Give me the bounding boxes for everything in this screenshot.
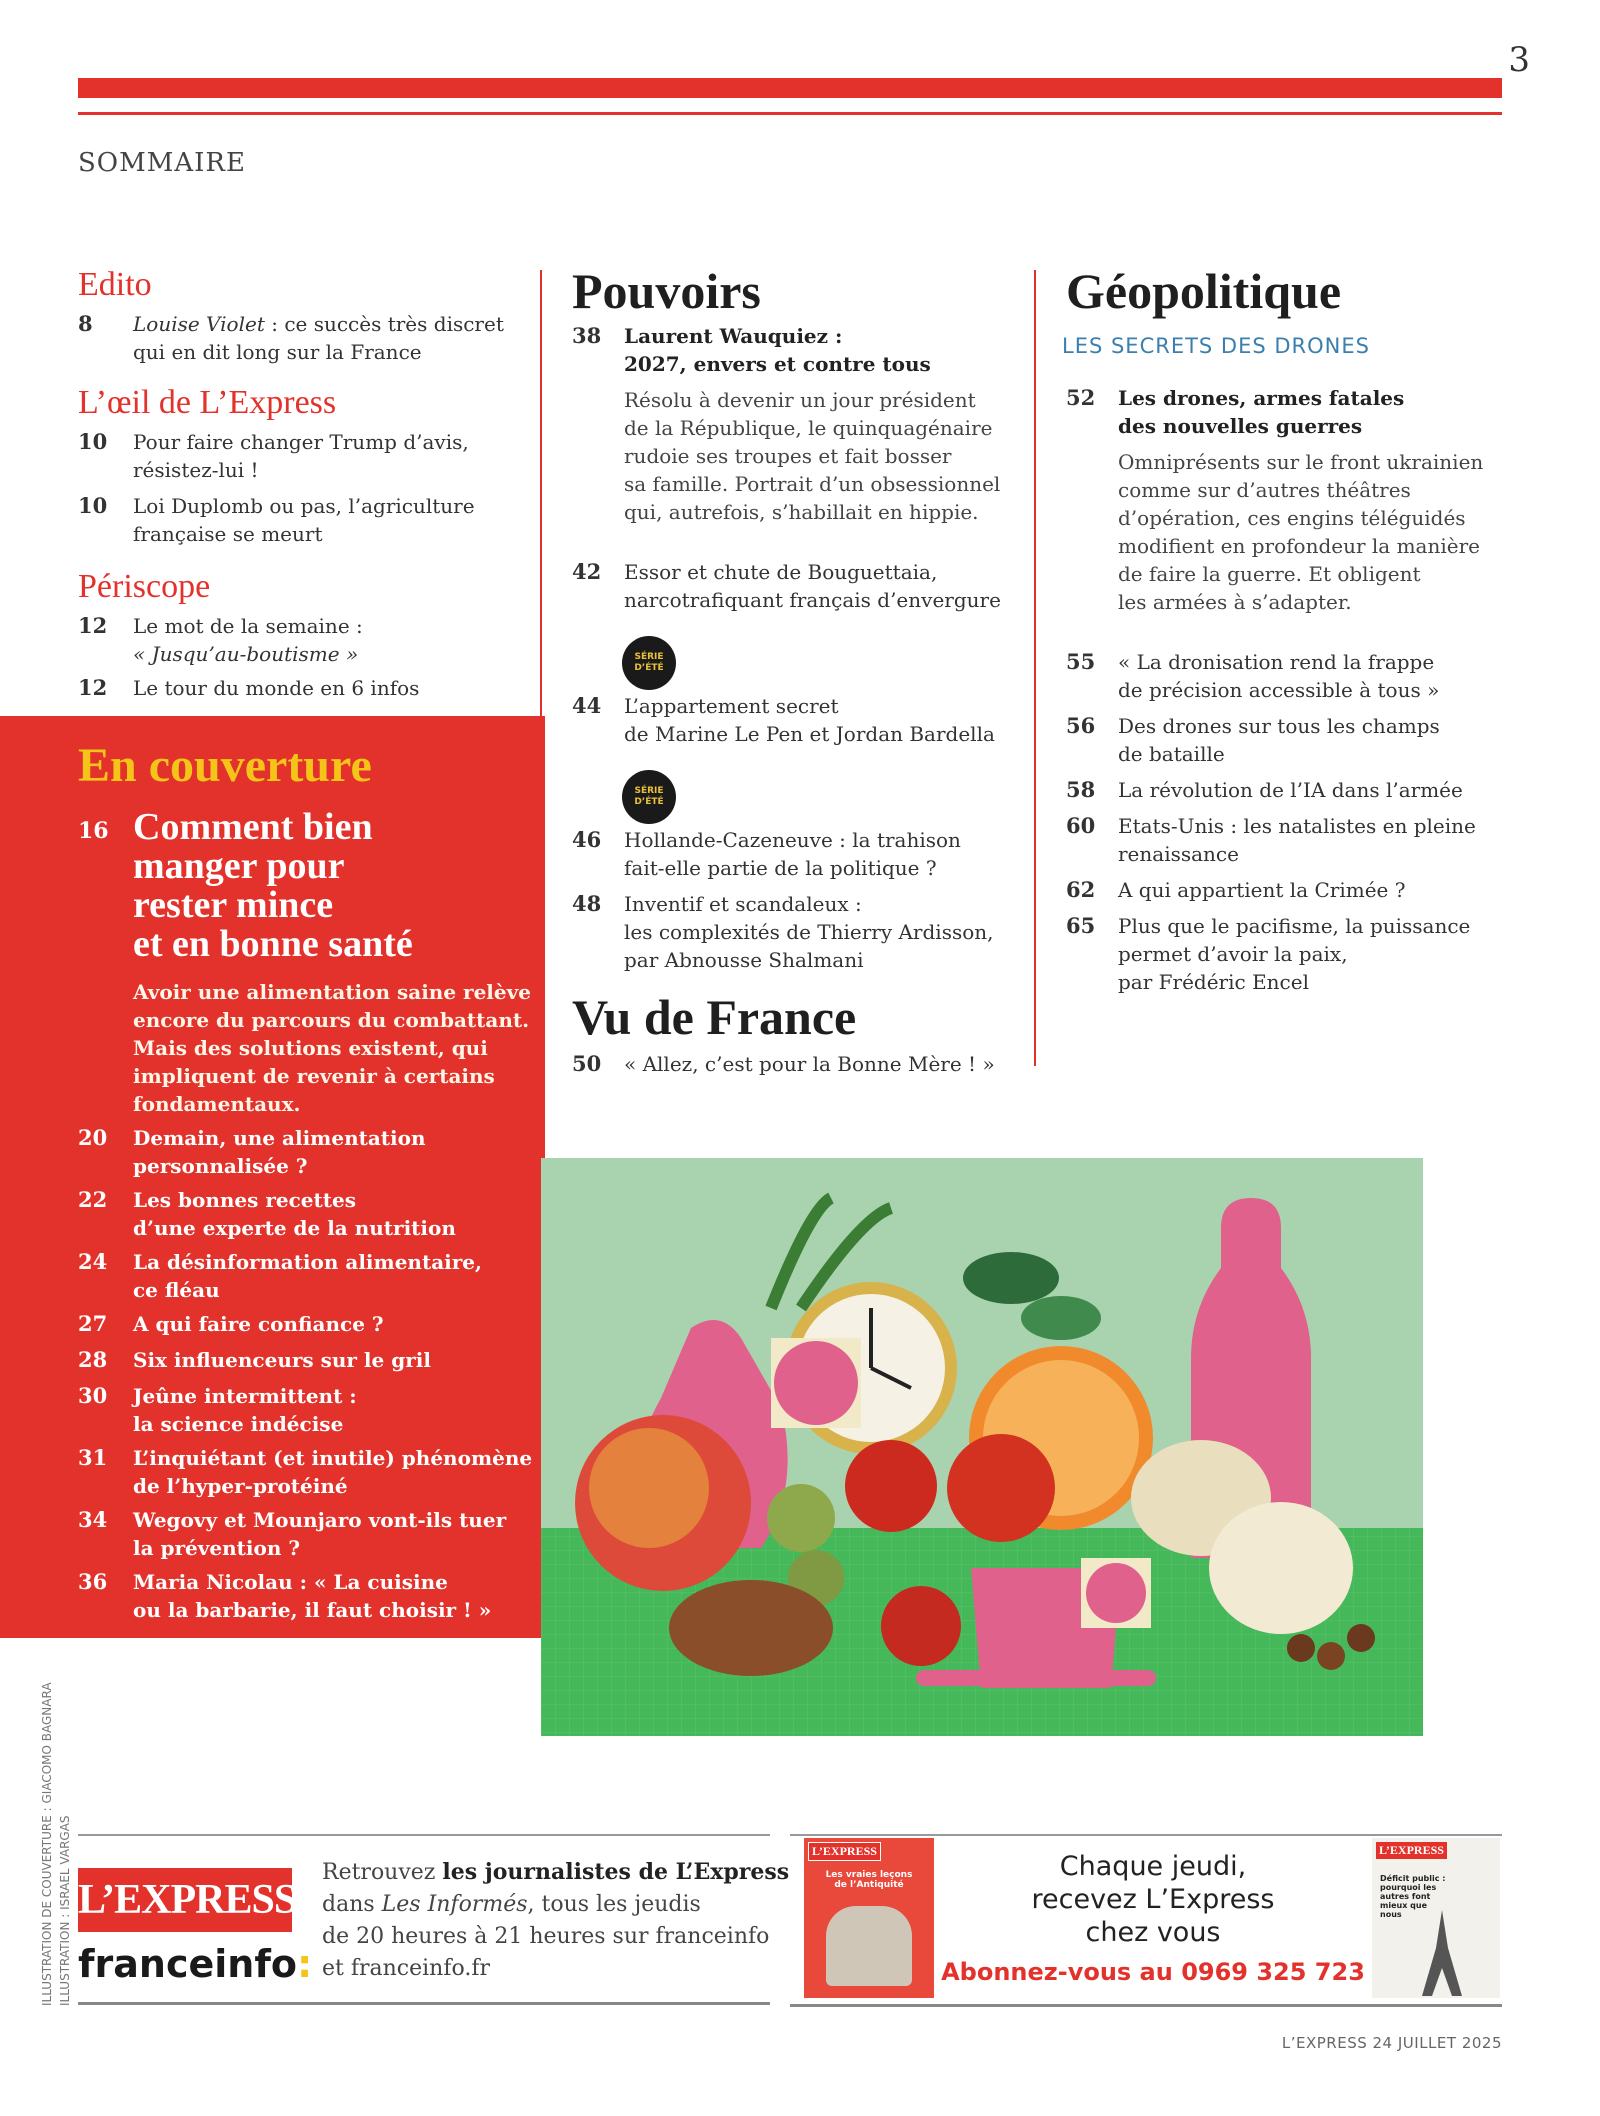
entry-line: 2027, envers et contre tous [624, 352, 931, 376]
oeil-title: L’œil de L’Express [78, 384, 337, 421]
entry-line: ou la barbarie, il faut choisir ! » [133, 1598, 492, 1622]
desc-line: d’opération, ces engins téléguidés [1118, 506, 1466, 530]
page-ref: 56 [1066, 713, 1096, 738]
toc-entry[interactable] [1066, 912, 1506, 996]
toc-entry[interactable] [78, 1444, 533, 1500]
column-divider [1034, 270, 1036, 1066]
toc-entry[interactable] [78, 1186, 518, 1242]
cover-headline: Déficit public : pourquoi les autres font mieux que nous [1380, 1874, 1446, 1919]
page-ref: 52 [1066, 385, 1096, 410]
cover-logo: L’EXPRESS [1376, 1842, 1447, 1859]
edito-title: Edito [78, 266, 152, 303]
toc-entry[interactable] [78, 1346, 518, 1374]
lead-line: Mais des solutions existent, qui [133, 1036, 488, 1060]
toc-entry[interactable] [572, 692, 1012, 748]
franceinfo-promo-text [322, 1856, 789, 1985]
toc-entry[interactable] [78, 1248, 518, 1304]
headline-line: et en bonne santé [133, 923, 413, 965]
food-still-life-image [541, 1158, 1423, 1736]
toc-entry[interactable] [78, 1382, 518, 1438]
page-ref: 8 [78, 311, 93, 336]
entry-line: Le tour du monde en 6 infos [133, 676, 420, 700]
entry-line: par Abnousse Shalmani [624, 948, 864, 972]
periscope-title: Périscope [78, 568, 211, 605]
desc-line: qui, autrefois, s’habillait en hippie. [624, 500, 979, 524]
drones-kicker: LES SECRETS DES DRONES [1062, 334, 1370, 358]
vu-de-france-title: Vu de France [572, 989, 857, 1045]
cover-headline: Les vraies leçons de l’Antiquité [825, 1870, 913, 1890]
page-ref: 20 [78, 1125, 108, 1150]
issue-footer: L’EXPRESS 24 JUILLET 2025 [1281, 2034, 1502, 2052]
page-ref: 58 [1066, 777, 1096, 802]
entry-line: : ce succès très discret [264, 312, 504, 336]
entry-line: « La dronisation rend la frappe [1118, 650, 1435, 674]
column-divider [540, 270, 542, 716]
toc-entry[interactable] [572, 1050, 1012, 1078]
entry-line: Loi Duplomb ou pas, l’agriculture [133, 494, 475, 518]
page-ref: 10 [78, 493, 108, 518]
header-rule [78, 112, 1502, 115]
headline-line: manger pour [133, 845, 345, 887]
promo-text: et franceinfo.fr [322, 1956, 490, 1981]
header-bar [78, 78, 1502, 98]
entry-line: Six influenceurs sur le gril [133, 1348, 431, 1372]
franceinfo-logo-text: franceinfo [78, 1942, 297, 1986]
subscription-title [950, 1850, 1356, 1949]
entry-line: Plus que le pacifisme, la puissance [1118, 914, 1471, 938]
title-line: chez vous [1085, 1917, 1221, 1948]
cover-lead [133, 978, 531, 1118]
entry-line: « Allez, c’est pour la Bonne Mère ! » [624, 1052, 995, 1076]
cover-section-title: En couverture [78, 739, 372, 792]
page-ref: 12 [78, 613, 108, 638]
page-ref: 38 [572, 323, 602, 348]
desc-line: de la République, le quinquagénaire [624, 416, 993, 440]
entry-line: narcotrafiquant français d’envergure [624, 588, 1001, 612]
eiffel-tower-icon [1412, 1908, 1472, 1998]
toc-entry[interactable] [1066, 876, 1506, 904]
entry-line: Des drones sur tous les champs [1118, 714, 1440, 738]
toc-entry[interactable] [78, 492, 498, 548]
toc-entry[interactable] [78, 674, 498, 702]
entry-line: par Frédéric Encel [1118, 970, 1309, 994]
busts-image [826, 1906, 912, 1986]
cover-illustration [541, 1158, 1423, 1736]
geopolitique-title: Géopolitique [1066, 263, 1342, 319]
page-ref: 22 [78, 1187, 108, 1212]
toc-entry[interactable] [78, 1310, 518, 1338]
entry-line: L’inquiétant (et inutile) phénomène [133, 1446, 533, 1470]
page-ref: 55 [1066, 649, 1096, 674]
title-line: recevez L’Express [1031, 1884, 1275, 1915]
promo-rule [78, 1834, 770, 1836]
illustration-credit: ILLUSTRATION : ISRAEL VARGAS [58, 1815, 72, 2006]
author-name: Louise Violet [133, 312, 265, 336]
toc-entry[interactable] [78, 428, 498, 484]
page-ref: 34 [78, 1507, 108, 1532]
page-ref: 60 [1066, 813, 1096, 838]
entry-line: Demain, une alimentation [133, 1126, 426, 1150]
page-ref: 44 [572, 693, 602, 718]
headline-line: rester mince [133, 884, 334, 926]
entry-line: Wegovy et Mounjaro vont-ils tuer [133, 1508, 507, 1532]
toc-entry[interactable] [572, 826, 1012, 882]
toc-entry[interactable] [78, 1124, 518, 1180]
toc-entry[interactable] [1066, 812, 1506, 868]
serie-ete-badge: SÉRIE D’ÉTÉ [622, 770, 676, 824]
entry-line: de précision accessible à tous » [1118, 678, 1440, 702]
page-ref: 48 [572, 891, 602, 916]
desc-line: comme sur d’autres théâtres [1118, 478, 1411, 502]
pouvoirs-title: Pouvoirs [572, 263, 761, 319]
promo-text: , tous les jeudis [527, 1892, 701, 1917]
entry-line: personnalisée ? [133, 1154, 308, 1178]
toc-entry[interactable] [78, 310, 504, 366]
entry-line: renaissance [1118, 842, 1239, 866]
page-ref: 31 [78, 1445, 108, 1470]
page-ref: 27 [78, 1311, 108, 1336]
toc-entry-lead[interactable] [1066, 384, 1506, 440]
desc-line: sa famille. Portrait d’un obsessionnel [624, 472, 1001, 496]
entry-line: A qui faire confiance ? [133, 1312, 384, 1336]
entry-line: de bataille [1118, 742, 1225, 766]
entry-line: de l’hyper-protéiné [133, 1474, 348, 1498]
cover-logo: L’EXPRESS [808, 1842, 881, 1861]
entry-line: Jeûne intermittent : [133, 1384, 357, 1408]
entry-line: ce fléau [133, 1278, 220, 1302]
page-ref: 12 [78, 675, 108, 700]
entry-line: A qui appartient la Crimée ? [1118, 878, 1406, 902]
entry-line: fait-elle partie de la politique ? [624, 856, 937, 880]
show-name: Les Informés [381, 1892, 528, 1917]
toc-entry[interactable] [1066, 776, 1506, 804]
lead-line: impliquent de revenir à certains [133, 1064, 495, 1088]
desc-line: les armées à s’adapter. [1118, 590, 1352, 614]
desc-line: rudoie ses troupes et fait bosser [624, 444, 952, 468]
entry-line: Les bonnes recettes [133, 1188, 356, 1212]
entry-line: Essor et chute de Bouguettaia, [624, 560, 938, 584]
entry-line: qui en dit long sur la France [133, 340, 422, 364]
desc-line: Omniprésents sur le front ukrainien [1118, 450, 1484, 474]
page-ref: 50 [572, 1051, 602, 1076]
lead-line: Avoir une alimentation saine relève [133, 980, 531, 1004]
entry-line: la prévention ? [133, 1536, 301, 1560]
toc-entry[interactable] [78, 1568, 518, 1624]
lead-line: fondamentaux. [133, 1092, 301, 1116]
page-ref: 30 [78, 1383, 108, 1408]
subscribe-phone-cta[interactable]: Abonnez-vous au 0969 325 723 [941, 1958, 1365, 1986]
entry-line: Le mot de la semaine : [133, 614, 363, 638]
entry-line: Pour faire changer Trump d’avis, [133, 430, 469, 454]
entry-line: permet d’avoir la paix, [1118, 942, 1348, 966]
desc-line: de faire la guerre. Et obligent [1118, 562, 1421, 586]
cover-illustration-credit: ILLUSTRATION DE COUVERTURE : GIACOMO BAGNARA [40, 1682, 54, 2006]
serie-ete-badge: SÉRIE D’ÉTÉ [622, 636, 676, 690]
page-ref: 65 [1066, 913, 1096, 938]
lead-description [1118, 448, 1483, 616]
promo-text: de 20 heures à 21 heures sur franceinfo [322, 1924, 770, 1949]
entry-line: Les drones, armes fatales [1118, 386, 1405, 410]
section-label: SOMMAIRE [78, 148, 246, 178]
page-ref: 28 [78, 1347, 108, 1372]
toc-entry[interactable] [1066, 648, 1506, 704]
promo-text: Retrouvez [322, 1860, 443, 1885]
entry-line: la science indécise [133, 1412, 344, 1436]
desc-line: modifient en profondeur la manière [1118, 534, 1480, 558]
entry-line: Etats-Unis : les natalistes en pleine [1118, 814, 1476, 838]
lexpress-logo: L’EXPRESS [78, 1868, 292, 1932]
cover-headline[interactable] [133, 808, 413, 964]
franceinfo-logo [78, 1942, 312, 1986]
cover-page-ref: 16 [78, 818, 109, 844]
page-ref: 36 [78, 1569, 108, 1594]
entry-line: d’une experte de la nutrition [133, 1216, 456, 1240]
headline-line: Comment bien [133, 806, 373, 848]
toc-entry[interactable] [572, 558, 1012, 614]
entry-line: française se meurt [133, 522, 323, 546]
entry-line: de Marine Le Pen et Jordan Bardella [624, 722, 995, 746]
page-ref: 10 [78, 429, 108, 454]
page-ref: 62 [1066, 877, 1096, 902]
magazine-cover-thumbnail [804, 1838, 934, 1998]
page-ref: 46 [572, 827, 602, 852]
entry-line: Inventif et scandaleux : [624, 892, 862, 916]
lead-description [624, 386, 1000, 526]
entry-line: les complexités de Thierry Ardisson, [624, 920, 994, 944]
lead-line: encore du parcours du combattant. [133, 1008, 530, 1032]
promo-text: dans [322, 1892, 382, 1917]
toc-entry[interactable] [78, 1506, 518, 1562]
franceinfo-logo-colon: : [296, 1942, 313, 1986]
page-ref: 24 [78, 1249, 108, 1274]
entry-line: Maria Nicolau : « La cuisine [133, 1570, 448, 1594]
entry-line: Laurent Wauquiez : [624, 324, 843, 348]
title-line: Chaque jeudi, [1059, 1851, 1247, 1882]
entry-line: L’appartement secret [624, 694, 839, 718]
promo-text-bold: les journalistes de L’Express [442, 1859, 790, 1885]
toc-entry-lead[interactable] [572, 322, 1012, 378]
toc-entry[interactable] [1066, 712, 1506, 768]
desc-line: Résolu à devenir un jour président [624, 388, 976, 412]
page-number: 3 [1508, 40, 1530, 80]
toc-entry[interactable] [572, 890, 1012, 974]
entry-line: Hollande-Cazeneuve : la trahison [624, 828, 961, 852]
page-ref: 42 [572, 559, 602, 584]
entry-line: « Jusqu’au-boutisme » [133, 642, 359, 666]
entry-line: résistez-lui ! [133, 458, 259, 482]
magazine-cover-thumbnail [1372, 1838, 1500, 1998]
toc-entry[interactable] [78, 612, 498, 668]
entry-line: La désinformation alimentaire, [133, 1250, 482, 1274]
entry-line: La révolution de l’IA dans l’armée [1118, 778, 1463, 802]
entry-line: des nouvelles guerres [1118, 414, 1363, 438]
